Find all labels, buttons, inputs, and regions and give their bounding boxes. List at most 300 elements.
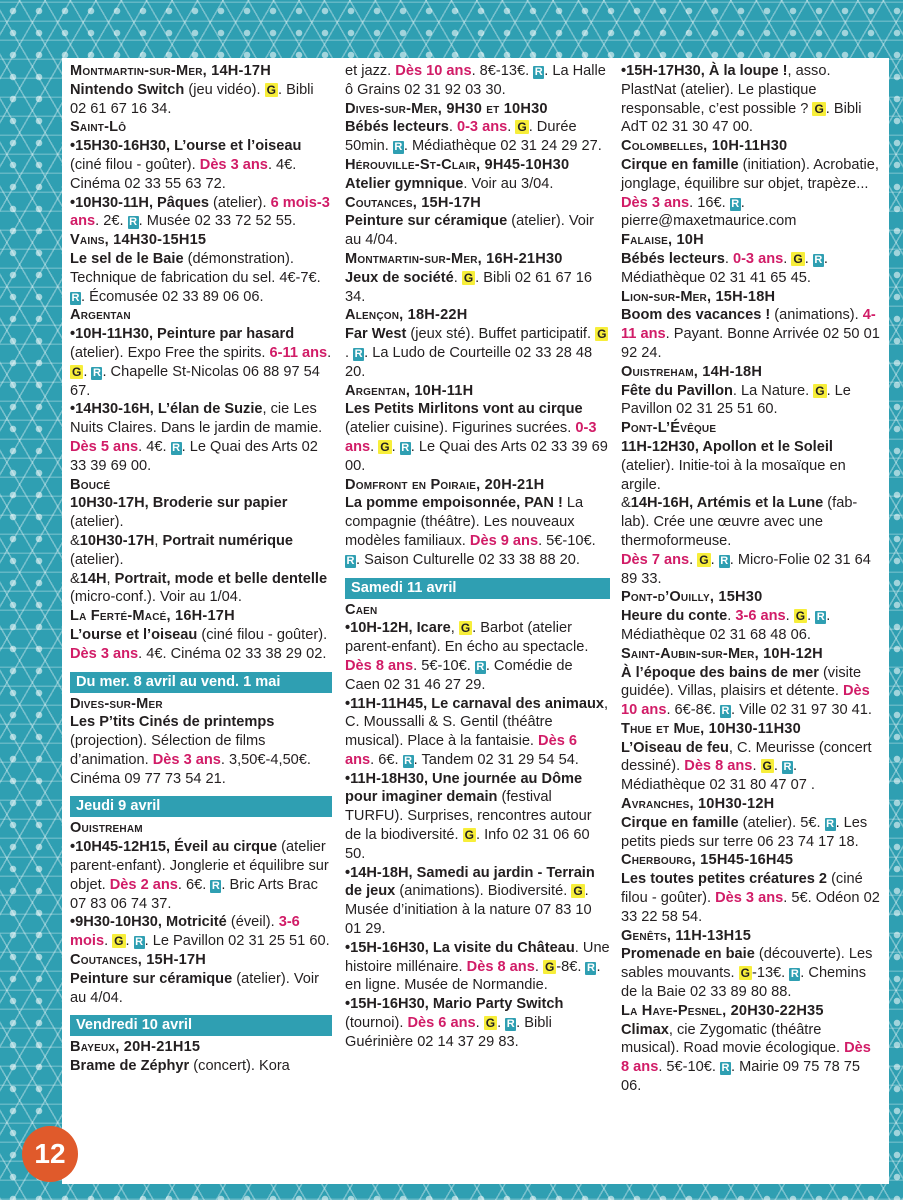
reservation-badge: R [816,611,825,624]
free-badge: G [699,552,709,567]
event-location-heading: Hérouville-St-Clair, 9H45-10H30 [345,156,570,173]
event-entry [345,864,610,939]
event-title: Peinture sur céramique [70,970,233,987]
date-section-header: Samedi 11 avril [345,578,610,599]
event-text: . pierre@maxetmaurice.com [621,194,797,230]
event-title: L’Oiseau de feu [621,739,729,756]
event-time: 10H30-17H [79,532,155,549]
event-entry [345,619,610,694]
reservation-badge: R [71,291,80,304]
event-text: . [475,1015,484,1032]
event-title: Portrait numérique [162,532,294,549]
event-text: (tournoi). [345,1015,408,1032]
event-location-heading: Caen [345,601,378,618]
reservation-badge: R [354,347,363,360]
event-text: . 5€. Odéon 02 33 22 58 54. [621,890,880,925]
event-text: . La Ludo de Courteille 02 33 28 48 20. [345,344,593,380]
event-text: (visite guidée). Villas, plaisirs et détente. [621,664,862,700]
event-entry [621,62,881,137]
event-text: . [391,438,400,455]
event-text: . Les petits pieds sur terre 06 23 74 17 18. [621,814,868,850]
event-location-heading: Bayeux, 20H-21H15 [70,1039,201,1056]
event-text: . 5€-10€. [538,532,596,549]
event-entry [70,325,332,400]
event-text: & [621,495,631,512]
event-text: et jazz. [345,63,396,79]
free-badge: G [463,270,474,285]
event-text: . La Halle ô Grains 02 31 92 03 30. [345,63,606,98]
event-title: Brame de Zéphyr [70,1058,190,1075]
age-range: Dès 8 ans [466,958,535,975]
event-text: . [448,119,457,136]
event-title: À l’époque des bains de mer [621,664,819,681]
free-badge: G [464,828,474,843]
event-text: . Voir au 3/04. [463,175,554,192]
reservation-badge: R [394,141,403,154]
event-location-heading: Vains, 14H30-15H15 [70,232,207,249]
event-text: . [689,551,698,568]
event-text: . [497,1015,506,1032]
age-range: Dès 6 ans [407,1015,476,1032]
event-entry [70,1057,332,1076]
event-text: (animations). Biodiversité. [395,883,572,900]
event-title: La pomme empoisonnée, PAN ! [345,495,563,512]
age-range: 0-3 ans [456,119,508,136]
event-time: •10H-12H, [345,620,413,637]
reservation-badge: R [587,961,595,974]
event-entry [70,626,332,664]
event-title: Heure du conte [621,608,728,625]
event-text: & [70,532,80,549]
event-entry [70,532,332,570]
event-text: . 5€-10€. [413,657,475,674]
event-entry [345,118,610,156]
age-range: Dès 3 ans [70,645,139,662]
free-badge: G [815,383,825,398]
event-text: (éveil). [226,914,279,931]
event-text: (ciné filou - goûter). [197,626,328,643]
event-entry [621,607,881,645]
event-text: . Le Quai des Arts 02 33 39 69 00. [70,438,318,474]
event-time: •14H-18H, [345,864,413,881]
event-text: (projection). Sélection de films d’animation. [70,733,266,768]
event-entry [345,325,610,381]
date-section-header: Du mer. 8 avril au vend. 1 mai [70,672,332,693]
event-text: . Chapelle St-Nicolas 06 88 97 54 67. [70,363,320,399]
event-location-heading: Cherbourg, 15H45-16H45 [621,852,794,869]
event-text: . [710,551,719,568]
age-range: Dès 8 ans [621,1040,871,1076]
event-time: •10H30-11H, [70,194,153,211]
event-text: . Médiathèque 02 31 24 29 27. [403,138,602,155]
event-location-heading: Genêts, 11H-13H15 [621,927,752,944]
event-title: Les Petits Mirlitons vont au cirque [345,401,583,418]
event-location-heading: Saint-Lô [70,119,127,136]
free-badge: G [266,82,276,97]
event-text: . Médiathèque 02 31 41 65 45. [621,250,828,286]
event-title: Samedi au jardin - Terrain de jeux [345,864,595,900]
reservation-badge: R [172,441,181,454]
event-time: •15H30-16H30, [70,138,171,155]
age-range: 3-6 ans [735,608,786,625]
event-title: Peinture par hasard [153,326,295,343]
event-text: . 8€-13€. [471,63,534,79]
age-range: Dès 10 ans [395,63,472,79]
event-location-heading: Saint-Aubin-sur-Mer, 10H-12H [621,645,823,662]
event-text: . en ligne. Musée de Normandie. [345,958,601,994]
event-text: . 4€. Cinéma 02 33 55 63 72. [70,156,297,192]
age-range: Dès 9 ans [469,532,539,549]
event-entry [345,939,610,995]
event-time: •15H-16H30, [345,939,429,956]
free-badge: G [762,759,772,774]
event-text: (atelier). [208,194,271,211]
event-title: Portrait, mode et belle dentelle [114,570,328,587]
event-entry [70,194,332,232]
age-range: Dès 3 ans [152,751,221,768]
event-text: . [83,363,92,380]
event-title: Les P’tits Cinés de printemps [70,714,275,731]
event-title: La visite du Château [428,939,575,956]
event-text: La compagnie (théâtre). Les nouveaux modèles familiaux. [345,495,584,549]
event-title: Bébés lecteurs [345,119,449,136]
event-text: . Médiathèque 02 31 68 48 06. [621,608,831,643]
reservation-badge: R [814,253,823,266]
event-title: Apollon et le Soleil [698,438,833,455]
reservation-badge: R [401,441,410,454]
event-text: . [724,250,733,267]
event-entry [70,137,332,193]
event-text: (fab-lab). Crée une œuvre avec une thermoformeuse. [621,495,858,549]
reservation-badge: R [211,879,220,892]
event-text: (atelier parent-enfant). Jonglerie et équilibre sur objet. [70,839,329,893]
event-text: . 2€. [95,213,128,230]
event-text: . 4€. [138,438,171,455]
event-text: . [804,250,813,267]
event-location-heading: Falaise, 10H [621,232,704,249]
event-text: . [807,608,816,625]
event-text: . [327,344,332,361]
event-location-heading: Dives-sur-Mer, 9H30 et 10H30 [345,100,548,117]
event-text: . [773,758,782,775]
event-entry [345,995,610,1051]
age-range: 0-3 ans [732,250,784,267]
event-entry [70,913,332,951]
age-range: 3-6 mois [70,914,300,950]
event-title: Éveil au cirque [170,839,278,856]
event-title: Une journée au Dôme pour imaginer demain [345,770,583,806]
event-text: -13€. [751,965,790,982]
event-entry [621,945,881,1001]
event-entry [345,695,610,770]
event-time: •11H-11H45, [345,695,428,712]
event-text: . 6€. [370,751,403,768]
reservation-badge: R [721,705,730,718]
event-text: . Une histoire millénaire. [345,939,610,975]
age-range: Dès 8 ans [684,758,753,775]
event-text: -8€. [556,958,586,975]
event-entry [345,400,610,475]
event-title: Fête du Pavillon [621,382,733,399]
event-text: . Bibli Guérinière 02 14 37 29 83. [345,1015,552,1050]
event-entry [621,551,881,589]
age-range: Dès 5 ans [70,438,139,455]
event-title: Promenade en baie [621,946,755,963]
event-text: , asso. PlastNat (atelier). Le plastique responsable, c’est possible ? [621,63,831,117]
event-text: . 4€. Cinéma 02 33 38 29 02. [138,645,327,662]
event-entry [621,814,881,852]
event-text: (atelier). [70,551,124,568]
event-text: . Durée 50min. [345,119,577,155]
event-text: (ciné filou - goûter). [70,156,200,173]
event-text: . [783,250,792,267]
event-entry [70,400,332,475]
event-text: . [785,608,794,625]
free-badge: G [573,884,583,899]
agenda-column-1 [70,62,332,1076]
event-title: L’élan de Suzie [153,401,263,418]
event-title: L’ourse et l’oiseau [170,138,302,155]
event-time: •15H-16H30, [345,996,429,1013]
event-text: . Ville 02 31 97 30 41. [730,702,872,719]
event-text: . [727,608,736,625]
event-entry [345,175,610,194]
event-text: . La Nature. [732,382,814,399]
age-range: 6 mois-3 ans [70,194,330,230]
event-location-heading: La Haye-Pesnel, 20H30-22H35 [621,1002,824,1019]
agenda-page [62,58,889,1184]
reservation-badge: R [720,554,729,567]
event-title: Pâques [153,194,209,211]
event-text: . [453,269,462,286]
age-range: Dès 3 ans [621,194,690,211]
age-range: 4-11 ans [621,307,876,343]
free-badge: G [740,966,750,981]
event-text: . Micro-Folie 02 31 64 89 33. [621,551,871,587]
event-text: . 6€. [177,876,211,893]
age-range: Dès 6 ans [345,733,577,768]
event-text: . [507,119,516,136]
event-time: •9H30-10H30, [70,914,162,931]
event-time: •10H-11H30, [70,326,153,343]
event-text: . Comédie de Caen 02 31 46 27 29. [345,657,573,693]
event-entry [621,250,881,288]
event-text: (micro-conf.). Voir au 1/04. [70,589,242,606]
event-text: (animations). [770,307,863,324]
event-text: (atelier). Voir au 4/04. [70,970,319,1006]
event-entry [345,770,610,864]
reservation-badge: R [721,1062,730,1075]
event-time: •14H30-16H, [70,401,154,418]
event-text: . Musée 02 33 72 52 55. [138,213,297,230]
event-text: . Info 02 31 06 60 50. [345,827,590,862]
event-text: . 6€-8€. [666,702,720,719]
event-entry [621,382,881,420]
event-title: Jeux de société [345,269,454,286]
event-text: (démonstration). Technique de fabrication du sel. 4€-7€. [70,250,321,286]
event-text: (ciné filou - goûter). [621,871,863,907]
reservation-badge: R [92,366,101,379]
event-title: Bébés lecteurs [621,250,725,267]
event-entry [621,870,881,926]
event-entry [70,570,332,608]
event-text: . Le Pavillon 02 31 25 51 60. [144,933,330,950]
event-text: , C. Moussalli & S. Gentil (théâtre musical). Place à la fantaisie. [345,695,609,750]
event-text: . Le Pavillon 02 31 25 51 60. [621,382,851,418]
free-badge: G [460,621,471,636]
event-entry [621,664,881,720]
event-title: Le carnaval des animaux [427,695,605,712]
reservation-badge: R [731,197,740,210]
event-text: . [345,344,354,361]
event-title: Climax [621,1021,669,1038]
event-text: . [104,933,113,950]
event-entry [70,970,332,1008]
reservation-badge: R [404,754,413,767]
event-text: . Bibli AdT 02 31 30 47 00. [621,100,862,136]
event-title: Le sel de le Baie [70,250,184,267]
event-location-heading: Pont-L’Évêque [621,420,717,437]
event-location-heading: Dives-sur-Mer [70,695,163,712]
event-location-heading: Lion-sur-Mer, 15H-18H [621,288,776,305]
event-text: . Tandem 02 31 29 54 54. [413,751,579,768]
event-entry [70,250,332,306]
age-range: Dès 2 ans [109,876,178,893]
reservation-badge: R [129,216,138,229]
event-text: . [752,758,761,775]
event-text: & [70,570,80,587]
agenda-column-3 [621,62,881,1096]
event-text: (concert). Kora [189,1058,290,1075]
event-text: (découverte). Les sables mouvants. [621,946,873,982]
event-location-heading: Ouistreham, 14H-18H [621,363,763,380]
agenda-column-2 [345,62,610,1052]
event-location-heading: Domfront en Poiraie, 20H-21H [345,476,545,493]
event-entry [345,62,610,100]
event-title: Icare [412,620,451,637]
free-badge: G [72,364,82,379]
event-entry [621,739,881,795]
event-location-heading: Boucé [70,476,111,493]
age-range: 0-3 ans [345,420,597,455]
event-entry [621,156,881,231]
event-text: , cie Les Nuits Claires. Dans le jardin de mamie. [70,401,323,437]
event-entry [621,306,881,362]
event-title: Atelier gymnique [345,175,464,192]
free-badge: G [793,251,803,266]
event-location-heading: Montmartin-sur-Mer, 16H-21H30 [345,250,563,267]
event-text: . Payant. Bonne Arrivée 02 50 01 92 24. [621,326,880,361]
event-text: (jeu vidéo). [184,81,265,98]
event-entry [70,838,332,913]
event-text: . 5€-10€. [658,1059,720,1076]
event-title: Broderie sur papier [148,495,288,512]
reservation-badge: R [346,554,355,567]
event-text: . Bibli 02 61 67 16 34. [345,269,592,305]
event-text: . Bric Arts Brac 07 83 06 74 37. [70,876,318,912]
event-location-heading: Thue et Mue, 10H30-11H30 [621,720,801,737]
event-entry [345,212,610,250]
event-text: (festival TURFU). Surprises, rencontres autour de la biodiversité. [345,789,592,844]
event-text: (atelier cuisine). Figurines sucrées. [345,420,576,437]
free-badge: G [814,101,824,116]
event-location-heading: Montmartin-sur-Mer, 14H-17H [70,63,271,79]
event-text: . Bibli 02 61 67 16 34. [70,81,314,117]
event-title: Cirque en famille [621,156,739,173]
event-entry [345,494,610,569]
event-entry [621,438,881,494]
page-number-badge: 12 [22,1126,78,1182]
event-title: L’ourse et l’oiseau [70,626,198,643]
event-entry [70,713,332,788]
event-text: (atelier). Voir au 4/04. [345,213,594,249]
event-location-heading: Ouistreham [70,820,143,837]
age-range: Dès 3 ans [715,890,784,907]
event-location-heading: Coutances, 15H-17H [345,194,482,211]
event-text: . Mairie 09 75 78 75 06. [621,1059,860,1095]
event-text: . 16€. [689,194,730,211]
event-title: Les toutes petites créatures 2 [621,871,828,888]
event-title: Cirque en famille [621,814,739,831]
date-section-header: Vendredi 10 avril [70,1015,332,1036]
age-range: Dès 7 ans [621,551,690,568]
event-text: , [450,620,459,637]
reservation-badge: R [506,1018,515,1031]
event-title: Nintendo Switch [70,81,185,98]
event-text: , cie Zygomatic (théâtre musical). Road movie écologique. [621,1021,845,1057]
event-location-heading: Avranches, 10H30-12H [621,796,775,813]
free-badge: G [544,959,555,974]
event-title: Motricité [161,914,227,931]
event-title: Mario Party Switch [428,996,564,1013]
event-text: (atelier). Expo Free the spirits. [70,344,270,361]
free-badge: G [517,120,527,135]
event-text: (initiation). Acrobatie, jonglage, équilibre sur objet, trapèze... [621,156,879,192]
reservation-badge: R [783,761,792,774]
event-title: Peinture sur céramique [345,213,508,230]
event-text: , C. Meurisse (concert dessiné). [621,739,872,775]
event-text: , [154,532,163,549]
event-text: . [370,438,379,455]
event-time: 14H-16H, [630,495,694,512]
event-text: . Musée d’initiation à la nature 07 83 10 01 29. [345,883,592,938]
event-text: . Chemins de la Baie 02 33 89 80 88. [621,965,866,1001]
event-title: Far West [345,326,407,343]
event-location-heading: La Ferté-Macé, 16H-17H [70,608,235,625]
reservation-badge: R [534,66,543,78]
reservation-badge: R [790,968,799,981]
event-text: . Médiathèque 02 31 80 47 07 . [621,758,815,794]
age-range: Dès 10 ans [621,683,870,719]
event-text: . [125,933,134,950]
date-section-header: Jeudi 9 avril [70,796,332,817]
age-range: Dès 3 ans [199,156,268,173]
event-text: . Saison Culturelle 02 33 38 88 20. [356,551,580,568]
event-location-heading: Colombelles, 10H-11H30 [621,138,788,155]
free-badge: G [114,934,124,949]
event-time: •15H-17H30, [621,63,705,79]
event-location-heading: Pont-d’Ouilly, 15H30 [621,589,763,606]
age-range: Dès 8 ans [345,657,414,674]
event-time: 10H30-17H, [70,495,149,512]
event-location-heading: Argentan [70,307,131,324]
event-text: . Barbot (atelier parent-enfant). En écho au spectacle. [345,620,589,656]
free-badge: G [795,609,806,624]
event-text: . [534,958,543,975]
free-badge: G [380,439,390,454]
event-time: 14H [79,570,107,587]
reservation-badge: R [476,660,485,673]
